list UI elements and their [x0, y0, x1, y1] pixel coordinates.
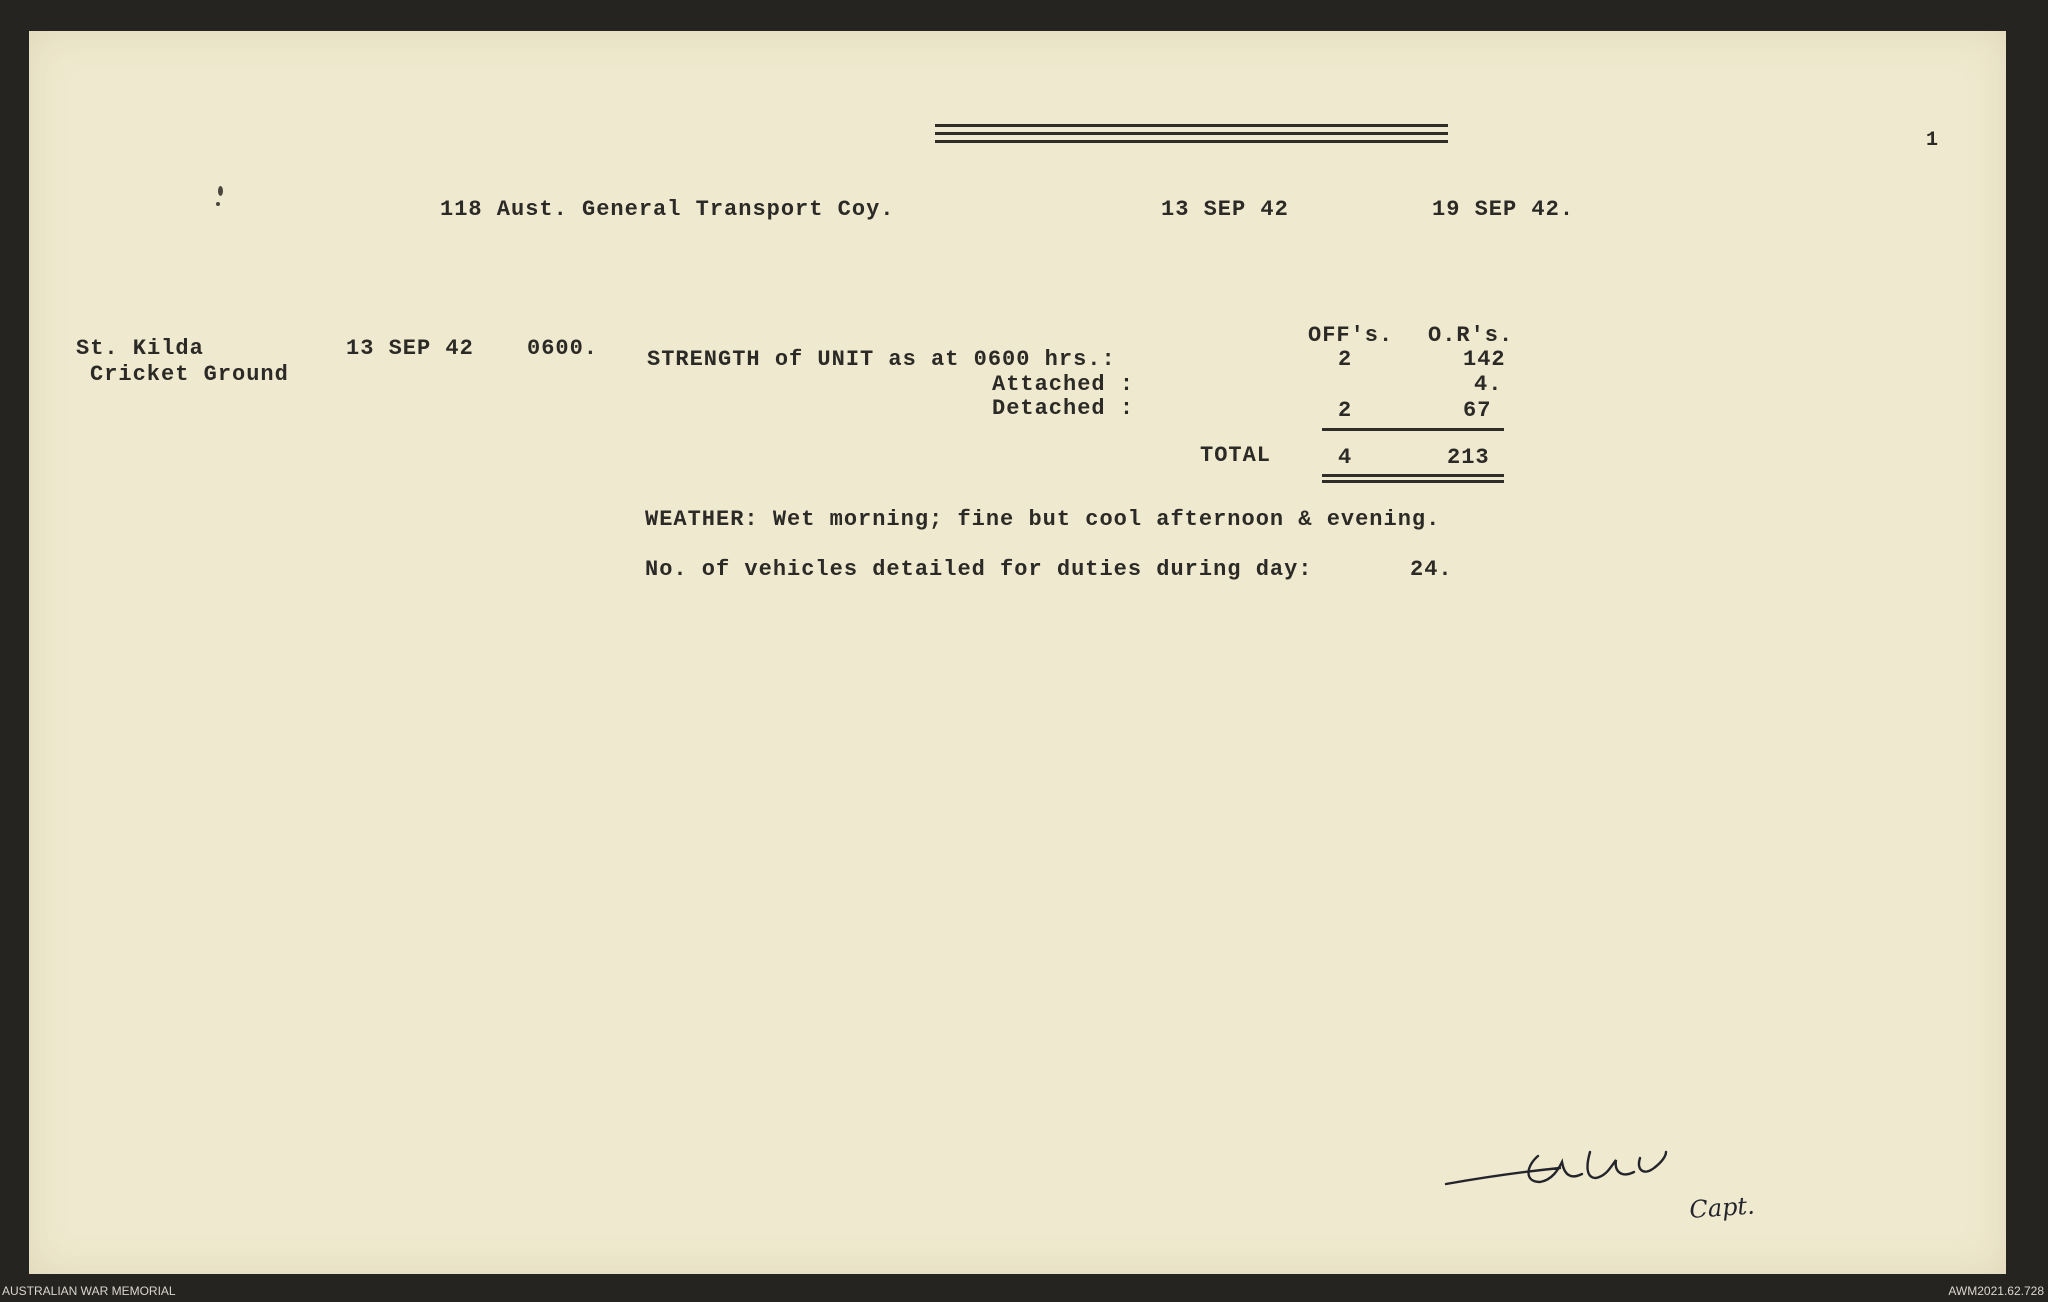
vehicles-label: No. of vehicles detailed for duties during day:	[645, 557, 1313, 582]
weather-line: WEATHER: Wet morning; fine but cool afternoon & evening.	[645, 507, 1441, 532]
entry-time: 0600.	[527, 336, 599, 361]
total-label: TOTAL	[1200, 443, 1272, 468]
entry-date: 13 SEP 42	[346, 336, 474, 361]
paper-speck	[218, 186, 223, 196]
detached-ors: 67	[1463, 398, 1492, 423]
footer-right: AWM2021.62.728	[1948, 1284, 2044, 1298]
footer-left: AUSTRALIAN WAR MEMORIAL	[2, 1284, 176, 1298]
document-page	[29, 31, 2006, 1274]
detached-offs: 2	[1338, 398, 1353, 423]
total-rule	[1322, 480, 1504, 483]
vehicles-value: 24.	[1410, 557, 1453, 582]
column-header-offs: OFF's.	[1308, 323, 1394, 348]
date-to: 19 SEP 42.	[1432, 197, 1575, 222]
handwritten-signature	[1440, 1148, 1860, 1258]
page-mark: 1	[1926, 129, 1940, 152]
column-header-ors: O.R's.	[1428, 323, 1514, 348]
unit-name: 118 Aust. General Transport Coy.	[440, 197, 895, 222]
attached-label: Attached :	[992, 372, 1135, 397]
signature-rank: Capt.	[1688, 1191, 1756, 1224]
strength-ors: 142	[1463, 347, 1506, 372]
strength-label: STRENGTH of UNIT as at 0600 hrs.:	[647, 347, 1116, 372]
strength-offs: 2	[1338, 347, 1353, 372]
place-line-1: St. Kilda	[76, 336, 204, 361]
total-ors: 213	[1447, 445, 1490, 470]
detached-label: Detached :	[992, 396, 1135, 421]
attached-ors: 4.	[1474, 372, 1503, 397]
place-line-2: Cricket Ground	[90, 362, 289, 387]
date-from: 13 SEP 42	[1161, 197, 1289, 222]
subtotal-rule	[1322, 428, 1504, 431]
header-rule	[935, 140, 1448, 143]
total-rule	[1322, 474, 1504, 477]
header-rule	[935, 124, 1448, 127]
paper-speck	[216, 202, 220, 206]
total-offs: 4	[1338, 445, 1353, 470]
header-rule	[935, 132, 1448, 135]
